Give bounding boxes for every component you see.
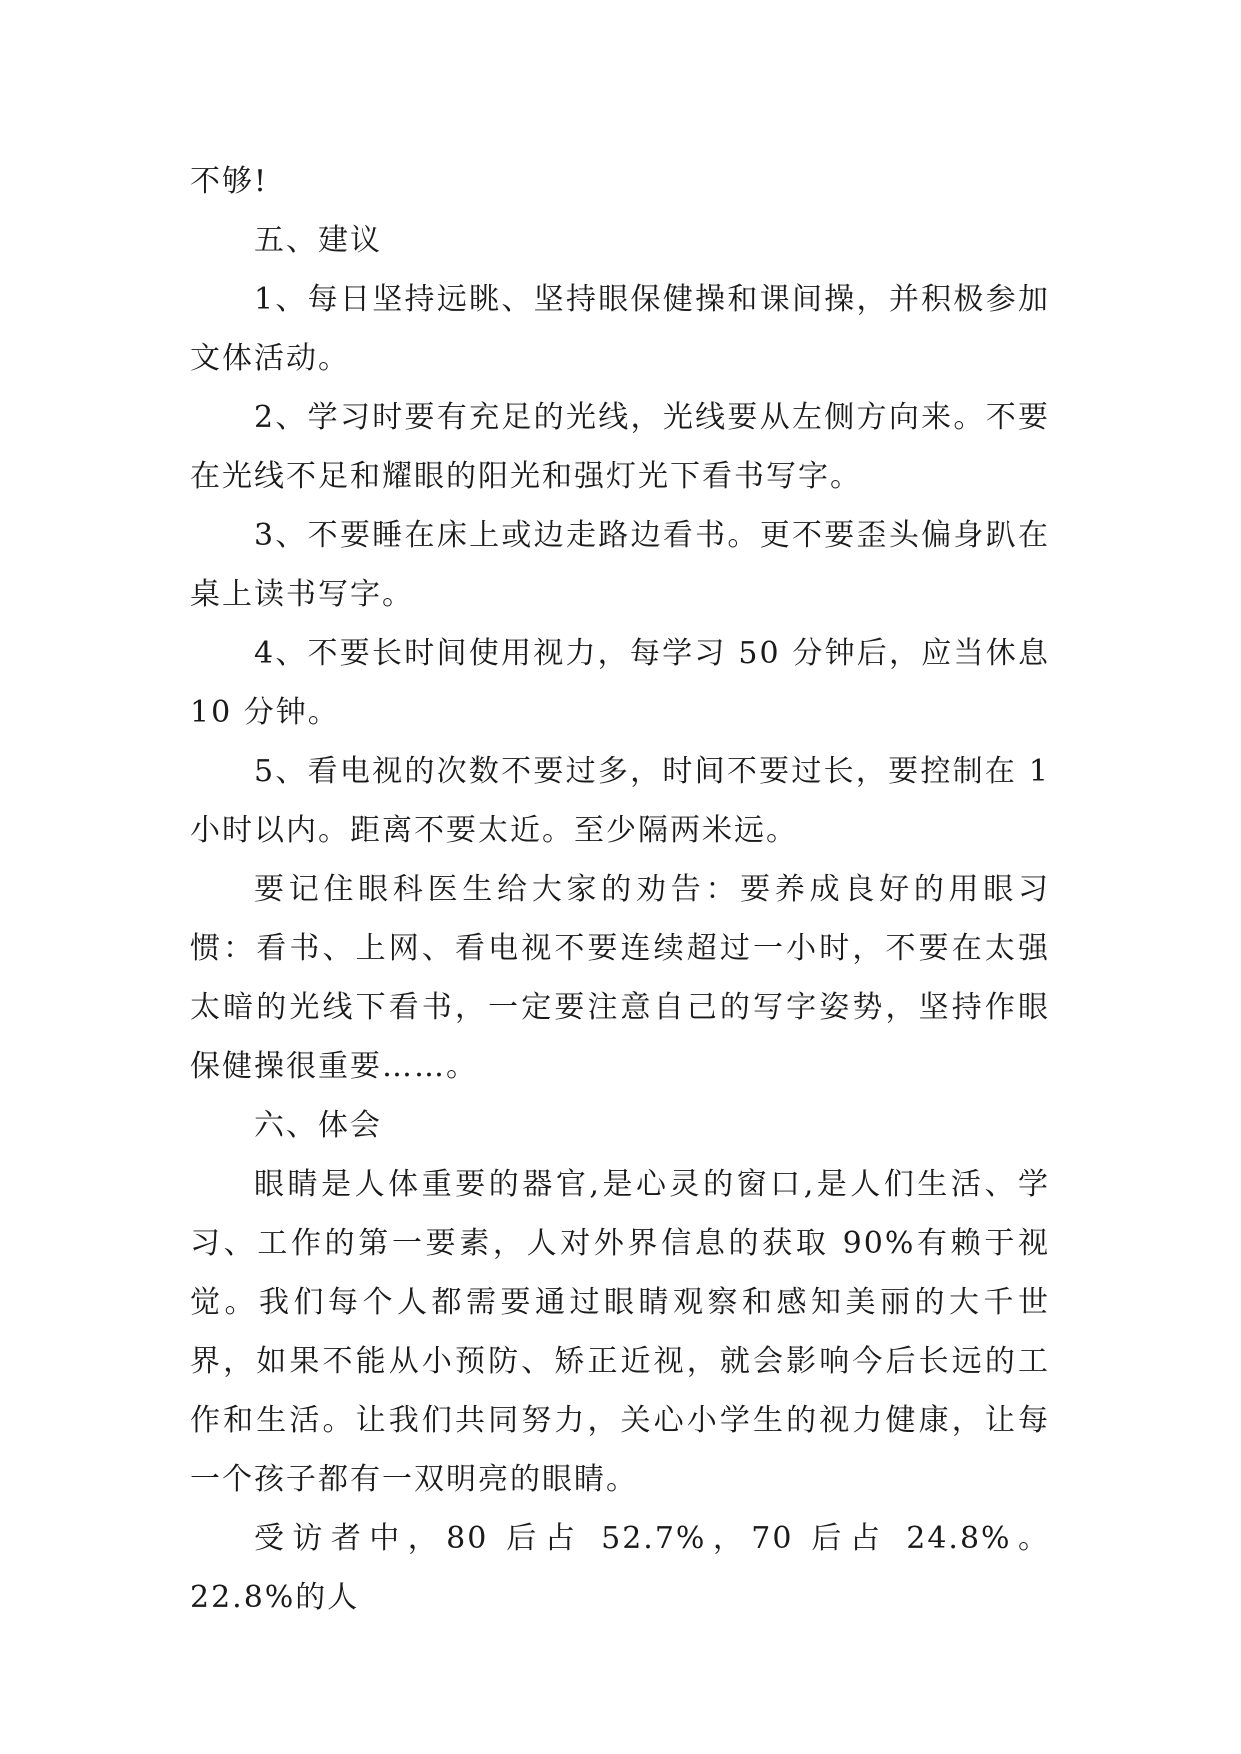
reflection-paragraph: 眼睛是人体重要的器官,是心灵的窗口,是人们生活、学习、工作的第一要素，人对外界信息的获取 90%有赖于视觉。我们每个人都需要通过眼睛观察和感知美丽的大千世界，如果不能从小预防、矫正近视，就会影响今后长远的工作和生活。让我们共同努力，关心小学生的视力健康，让每一个孩子都有一双明亮的眼睛。 — [190, 1167, 1050, 1497]
section-heading-suggestions: 五、建议 — [254, 223, 382, 258]
suggestion-item-4: 4、不要长时间使用视力，每学习 50 分钟后，应当休息 10 分钟。 — [190, 636, 1050, 730]
suggestion-item-2: 2、学习时要有充足的光线，光线要从左侧方向来。不要在光线不足和耀眼的阳光和强灯光下看书写字。 — [190, 400, 1050, 494]
survey-paragraph: 受访者中，80 后占 52.7%，70 后占 24.8%。22.8%的人 — [190, 1521, 1050, 1615]
paragraph-continuation: 不够! — [190, 164, 269, 199]
suggestion-item-1: 1、每日坚持远眺、坚持眼保健操和课间操，并积极参加文体活动。 — [190, 282, 1050, 376]
section-heading-reflection: 六、体会 — [254, 1108, 382, 1143]
doctor-advice-paragraph: 要记住眼科医生给大家的劝告：要养成良好的用眼习惯：看书、上网、看电视不要连续超过一小时，不要在太强太暗的光线下看书，一定要注意自己的写字姿势，坚持作眼保健操很重要……。 — [190, 872, 1050, 1084]
suggestion-item-5: 5、看电视的次数不要过多，时间不要过长，要控制在 1 小时以内。距离不要太近。至少隔两米远。 — [190, 754, 1050, 848]
document-body — [190, 152, 1050, 1627]
suggestion-item-3: 3、不要睡在床上或边走路边看书。更不要歪头偏身趴在桌上读书写字。 — [190, 518, 1050, 612]
